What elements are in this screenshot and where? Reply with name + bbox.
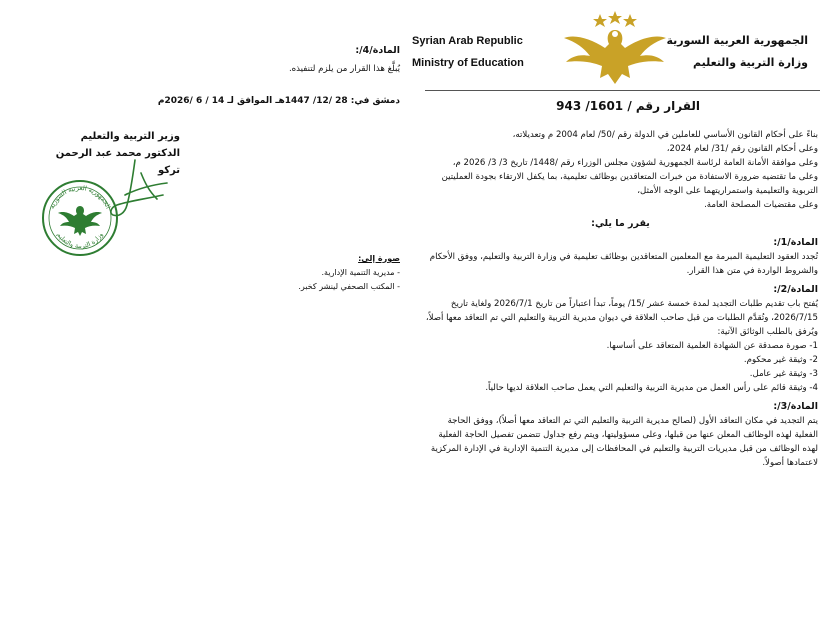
decides-heading: يقرر ما يلي:: [591, 218, 650, 229]
article-1-text: تُجدد العقود التعليمية المبرمة مع المعلمين المتعاقدين بوظائف تعليمية في وزارة التربية والتعليم، ووفق الأحكام والشروط الواردة في متن هذا القرار.: [429, 252, 818, 276]
cc-item: - المكتب الصحفي لينشر كخبر.: [220, 280, 400, 294]
cc-list: [220, 266, 400, 294]
preamble-line: وعلى ما تقتضيه ضرورة الاستفادة من خبرات المتعاقدين بوظائف تعليمية، بما يكفل الارتقاء بجودة العمليتين التربوية والتعليمية واستمراريتهما على الوجه الأمثل،: [441, 172, 818, 196]
preamble-line: وعلى أحكام القانون رقم /31/ لعام 2024،: [666, 144, 818, 154]
article-3-text: يتم التجديد في مكان التعاقد الأول (لصالح مديرية التربية والتعليم التي تم التعاقد معها أصلاً)، ووفق الحاجة الفعلية لهذه الوظائف المعلن عنها من قبلها، وعلى مسؤوليتها، ويتم رفع جداول تتضمن تفصيل الحاجة الفعلية لهذه الوظائف من قبل مديريات التربية والتعليم في المحافظات إلى مديرية التنمية الإدارية في الإدارة المركزية لاعتمادها أصولاً.: [430, 416, 818, 468]
decision-body: [423, 128, 818, 470]
article-2-title: المادة/2/:: [773, 284, 818, 295]
minister-name: الدكتور محمد عبد الرحمن تركو: [55, 148, 180, 176]
decision-number: القرار رقم / 1601/ 943: [556, 99, 700, 113]
preamble-line: بناءً على أحكام القانون الأساسي للعاملين في الدولة رقم /50/ لعام 2004 م وتعديلاته،: [512, 130, 818, 140]
article-2-item: 1- صورة مصدقة عن الشهادة العلمية المتعاقد على أساسها.: [606, 341, 818, 351]
handwritten-signature-icon: [105, 155, 175, 225]
header-english: [412, 30, 524, 74]
preamble-line: وعلى مقتضيات المصلحة العامة.: [704, 200, 818, 210]
header-country-ar: الجمهورية العربية السورية: [666, 34, 808, 47]
syrian-eagle-emblem-icon: [560, 8, 670, 88]
header-country-en: Syrian Arab Republic: [412, 35, 523, 47]
seal-top-text: الجمهورية العربية السورية: [47, 183, 113, 210]
minister-title: وزير التربية والتعليم: [80, 131, 180, 142]
article-2-item: 2- وثيقة غير محكوم.: [743, 355, 818, 365]
article-2-text: يُفتح باب تقديم طلبات التجديد لمدة خمسة عشر /15/ يوماً، تبدأ اعتباراً من تاريخ 2026/7/1 ولغاية تاريخ 2026/7/15، وتُقدَّم الطلبات من قبل صاحب العلاقة في ديوان مديرية التربية والتعليم التي تم التعاقد معها أصلاً، ويُرفق بالطلب الوثائق الآتية:: [425, 299, 818, 337]
header-ministry-ar: وزارة التربية والتعليم: [693, 56, 808, 69]
article-4-title: المادة/4/:: [355, 45, 400, 56]
cc-heading: صورة إلى:: [358, 254, 400, 263]
header-ministry-en: Ministry of Education: [412, 57, 524, 69]
article-4-text: يُبلَّغ هذا القرار من يلزم لتنفيذه.: [288, 64, 400, 74]
cc-item: - مديرية التنمية الإدارية.: [220, 266, 400, 280]
article-3-title: المادة/3/:: [773, 401, 818, 412]
seal-bottom-text: وزارة التربية والتعليم: [55, 230, 105, 251]
article-2-item: 3- وثيقة غير عامل.: [749, 369, 818, 379]
issue-date: دمشق في: 28 /12/ 1447هـ الموافق لـ 14 / 6 /2026م: [157, 96, 400, 106]
header-divider: [425, 90, 820, 91]
article-2-item: 4- وثيقة قائم على رأس العمل من مديرية التربية والتعليم التي يعمل صاحب العلاقة لديها حالياً.: [485, 383, 818, 393]
preamble-line: وعلى موافقة الأمانة العامة لرئاسة الجمهورية لشؤون مجلس الوزراء رقم /1448/ تاريخ 3/ 3/ 2026 م،: [452, 158, 818, 168]
article-1-title: المادة/1/:: [773, 237, 818, 248]
